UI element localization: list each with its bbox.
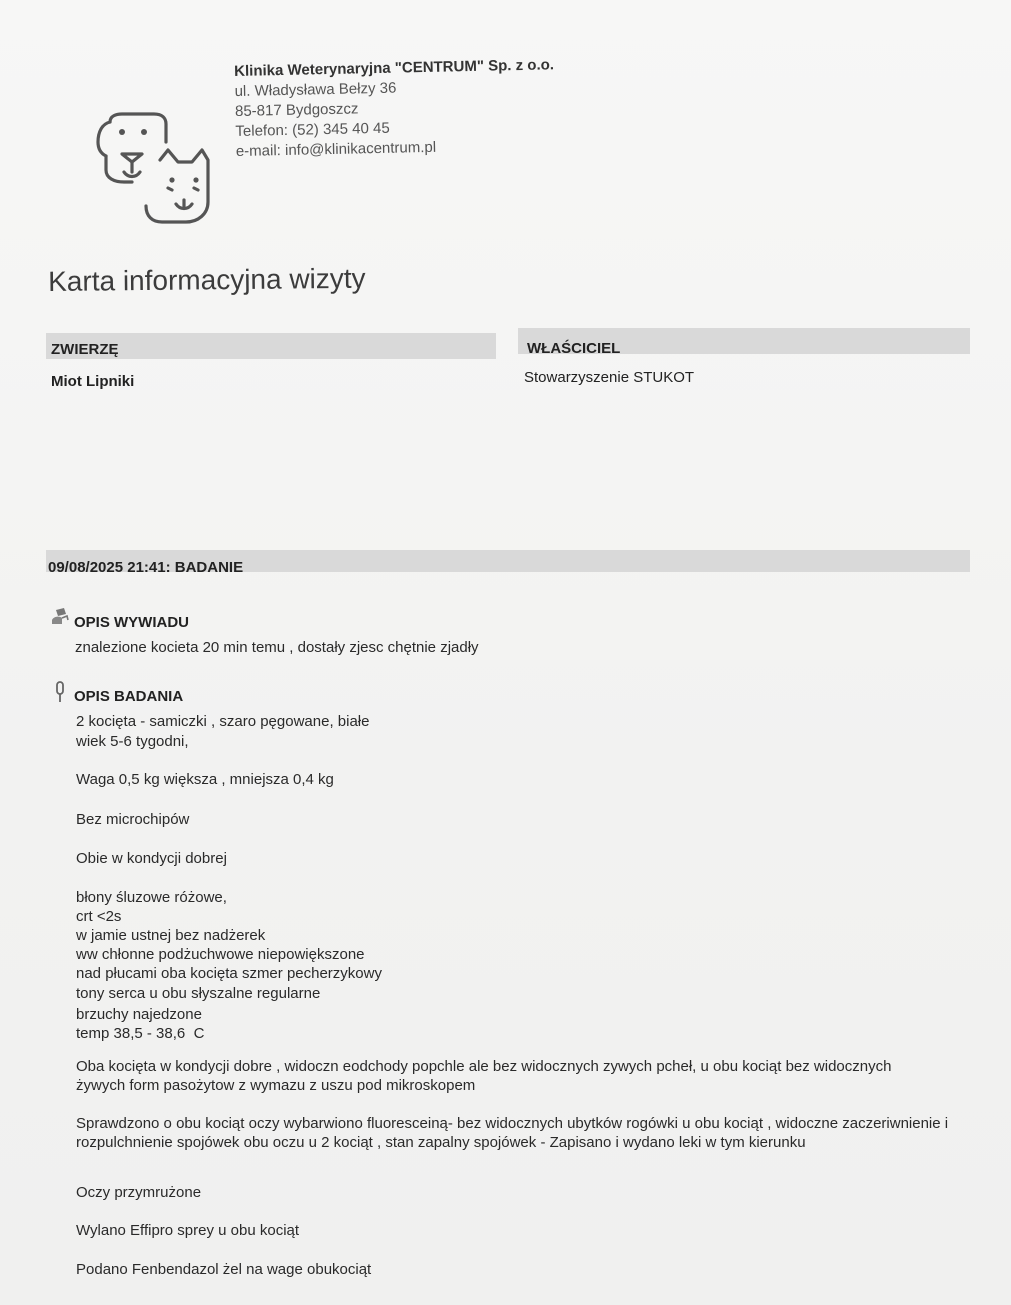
clinic-info	[234, 55, 556, 162]
exam-paragraph: Oba kocięta w kondycji dobre , widoczn eodchody popchle ale bez widocznych zywych pcheł, u obu kociąt bez widocznych żywych form pasożytow z wymazu z uszu pod mikroskopem	[76, 1058, 892, 1094]
owner-header: WŁAŚCICIEL	[527, 340, 621, 357]
exam-line: Obie w kondycji dobrej	[76, 850, 227, 867]
exam-line: nad płucami oba kocięta szmer pecherzykowy	[76, 965, 382, 982]
exam-line: Wylano Effipro sprey u obu kociąt	[76, 1222, 300, 1239]
interview-icon	[50, 606, 70, 628]
clinic-email: e-mail: info@klinikacentrum.pl	[235, 138, 437, 160]
exam-line: w jamie ustnej bez nadżerek	[76, 927, 266, 944]
interview-text: znalezione kocieta 20 min temu , dostały zjesc chętnie zjadły	[75, 639, 479, 656]
exam-line: Oczy przymrużone	[76, 1184, 202, 1201]
page-title: Karta informacyjna wizyty	[48, 262, 366, 297]
exam-title: OPIS BADANIA	[74, 688, 184, 705]
exam-icon	[54, 681, 66, 703]
visit-header: 09/08/2025 21:41: BADANIE	[48, 559, 244, 576]
exam-line: wiek 5-6 tygodni,	[76, 733, 189, 750]
animal-header: ZWIERZĘ	[51, 341, 119, 358]
exam-line: tony serca u obu słyszalne regularne	[76, 985, 321, 1002]
exam-line: temp 38,5 - 38,6 C	[76, 1025, 205, 1042]
owner-value: Stowarzyszenie STUKOT	[524, 369, 695, 386]
clinic-name: Klinika Weterynaryjna "CENTRUM" Sp. z o.o.	[234, 56, 555, 80]
exam-line: ww chłonne podżuchwowe niepowiększone	[76, 946, 365, 963]
exam-line: 2 kocięta - samiczki , szaro pęgowane, białe	[76, 713, 370, 730]
exam-line: Podano Fenbendazol żel na wage obukociąt	[76, 1261, 372, 1278]
clinic-city: 85-817 Bydgoszcz	[234, 100, 359, 120]
exam-line: brzuchy najedzone	[76, 1006, 202, 1023]
clinic-street: ul. Władysława Bełzy 36	[234, 79, 397, 100]
interview-title: OPIS WYWIADU	[74, 614, 189, 631]
exam-paragraph: Sprawdzono o obu kociąt oczy wybarwiono fluoresceiną- bez widocznych ubytków rogówki u obu kociąt , widoczne zaczeriwnienie i rozpulchnienie spojówek obu oczu u 2 kociąt , stan zapalny spojówek - Zapisano i wydano leki w tym kierunku	[76, 1115, 949, 1151]
exam-line: crt <2s	[76, 908, 122, 925]
exam-line: Waga 0,5 kg większa , mniejsza 0,4 kg	[76, 771, 334, 788]
clinic-logo-icon	[92, 110, 214, 226]
clinic-phone: Telefon: (52) 345 40 45	[235, 119, 390, 140]
exam-line: Bez microchipów	[76, 811, 190, 828]
exam-line: błony śluzowe różowe,	[76, 889, 227, 906]
animal-value: Miot Lipniki	[51, 373, 135, 390]
